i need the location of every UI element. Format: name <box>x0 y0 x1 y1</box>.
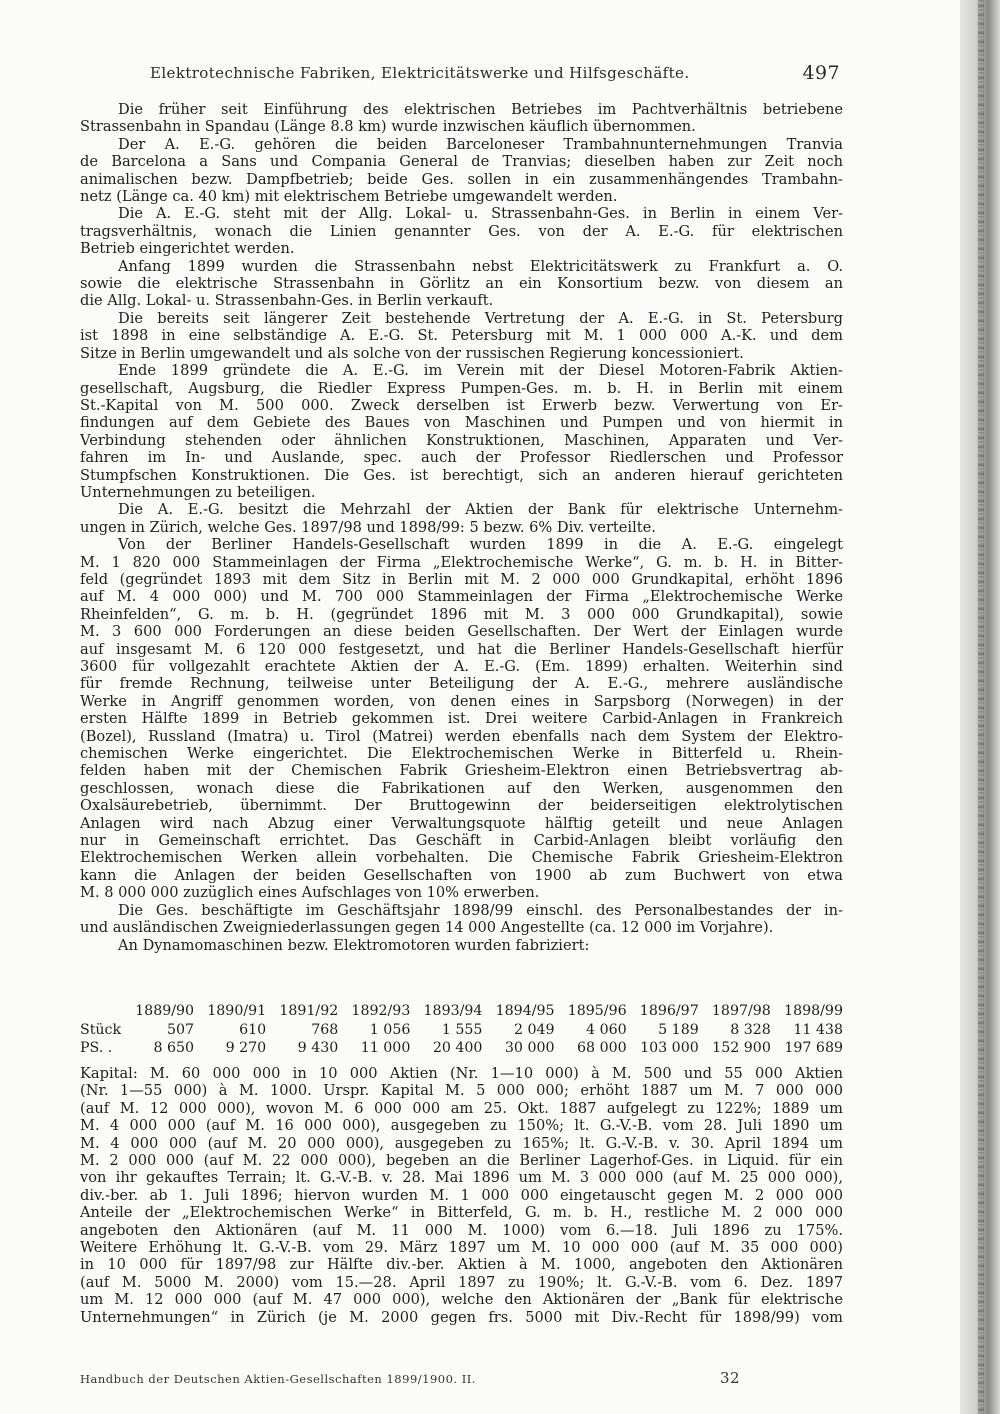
text-line: felden haben mit der Chemischen Fabrik Griesheim-Elektron einen Betriebsvertrag ab- <box>80 762 843 780</box>
text-line: An Dynamomaschinen bezw. Elektromotoren wurden fabriziert: <box>118 936 590 954</box>
text-line: ist 1898 in eine selbständige A. E.-G. St. Petersburg mit M. 1 000 000 A.-K. und dem <box>80 327 843 345</box>
year-header: 1896/97 <box>639 1003 699 1019</box>
paragraph <box>80 258 843 310</box>
text-line: Die früher seit Einführung des elektrischen Betriebes im Pachtverhältnis betriebene <box>118 101 843 118</box>
text-line: Die bereits seit längerer Zeit bestehende Vertretung der A. E.-G. in St. Petersburg <box>118 309 843 327</box>
text-line: angeboten den Aktionären (auf M. 11 000 M. 1000) vom 6.—18. Juli 1896 zu 175%. <box>80 1221 843 1239</box>
row-label: PS. . <box>80 1040 113 1056</box>
table-cell: 152 900 <box>712 1040 771 1056</box>
text-line: auf M. 4 000 000) und M. 700 000 Stammeinlagen der Firma „Elektrochemische Werke <box>80 588 843 606</box>
paragraph <box>80 310 843 362</box>
text-line: de Barcelona a Sans und Compania General de Tranvias; dieselben haben zur Zeit noch <box>80 153 843 171</box>
signature-mark: 32 <box>720 1369 741 1387</box>
table-cell: 1 056 <box>369 1022 411 1038</box>
table-row <box>80 1039 843 1057</box>
year-header: 1894/95 <box>495 1003 555 1019</box>
text-line: tragsverhältnis, wonach die Linien genannter Ges. von der A. E.-G. für elektrischen <box>80 222 843 240</box>
text-line: gesellschaft, Augsburg, die Riedler Express Pumpen-Ges. m. b. H. in Berlin mit einem <box>80 379 843 397</box>
year-header: 1890/91 <box>207 1003 267 1019</box>
text-line: Werke in Angriff genommen worden, von denen eines in Sarpsborg (Norwegen) in der <box>80 692 843 710</box>
text-line: und ausländischen Zweigniederlassungen gegen 14 000 Angestellte (ca. 12 000 im Vorjahre). <box>80 919 774 937</box>
page-footer <box>80 1369 741 1387</box>
text-line: Rheinfelden“, G. m. b. H. (gegründet 1896 mit M. 3 000 000 Grundkapital), sowie <box>80 605 843 623</box>
text-line: Ende 1899 gründete die A. E.-G. im Verein mit der Diesel Motoren-Fabrik Aktien- <box>118 362 843 380</box>
text-line: (auf M. 12 000 000), wovon M. 6 000 000 am 25. Okt. 1887 aufgelegt zu 122%; 1889 um <box>80 1099 843 1117</box>
text-line: Verbindung stehenden oder ähnlichen Konstruktionen, Maschinen, Apparaten und Ver- <box>80 431 843 449</box>
paragraph <box>80 205 843 257</box>
table-cell: 2 049 <box>513 1022 555 1038</box>
paragraph <box>80 902 843 937</box>
text-line: Stumpfschen Konstruktionen. Die Ges. ist berechtigt, sich an anderen hierauf gerichteten <box>80 466 843 484</box>
page-binding-edge <box>960 0 1000 1414</box>
text-line: (Bozel), Russland (Imatra) u. Tirol (Matrei) werden ebenfalls nach dem System der Elektro- <box>80 727 843 745</box>
text-line: ungen in Zürich, welche Ges. 1897/98 und 1898/99: 5 bezw. 6% Div. verteilte. <box>80 518 656 536</box>
table-cell: 11 000 <box>360 1040 411 1056</box>
text-line: St.-Kapital von M. 500 000. Zweck derselben ist Erwerb bezw. Verwertung von Er- <box>80 396 843 414</box>
table-cell: 9 270 <box>225 1040 267 1056</box>
paragraph <box>80 536 843 902</box>
text-line: div.-ber. ab 1. Juli 1896; hiervon wurden M. 1 000 000 eingetauscht gegen M. 2 000 000 <box>80 1186 843 1204</box>
table-cell: 197 689 <box>784 1040 843 1056</box>
text-line: für fremde Rechnung, teilweise unter Beteiligung der A. E.-G., mehrere ausländische <box>80 675 843 693</box>
text-line: animalischen bezw. Dampfbetrieb; beide Ges. sollen in ein zusammenhängendes Trambahn- <box>80 170 843 188</box>
text-line: M. 2 000 000 (auf M. 22 000 000), begeben an die Berliner Lagerhof-Ges. in Liquid. für ein <box>80 1152 843 1170</box>
table-cell: 4 060 <box>586 1022 627 1038</box>
year-header: 1892/93 <box>351 1003 411 1019</box>
text-line: Unternehmungen zu beteiligen. <box>80 483 316 501</box>
year-header: 1898/99 <box>784 1003 843 1019</box>
text-line: (auf M. 5000 M. 2000) vom 15.—28. April 1897 zu 190%; lt. G.-V.-B. vom 6. Dez. 1897 <box>80 1273 843 1291</box>
paragraph <box>80 136 843 206</box>
row-label: Stück <box>80 1022 122 1038</box>
text-line: auf insgesamt M. 6 120 000 festgesetzt, und hat die Berliner Handels-Gesellschaft hierfür <box>80 640 843 658</box>
table-cell: 11 438 <box>793 1022 843 1038</box>
footer-source: Handbuch der Deutschen Aktien-Gesellschaften 1899/1900. II. <box>80 1372 476 1386</box>
paragraph <box>80 362 843 501</box>
year-header: 1891/92 <box>279 1003 339 1019</box>
page-number: 497 <box>802 62 840 84</box>
text-line: findungen auf dem Gebiete des Baues von Maschinen und Pumpen und von hiermit in <box>80 414 843 432</box>
table-cell: 30 000 <box>504 1040 555 1056</box>
text-line: ersten Hälfte 1899 in Betrieb gekommen ist. Drei weitere Carbid-Anlagen in Frankreich <box>80 710 843 728</box>
paragraph <box>80 501 843 536</box>
text-line: netz (Länge ca. 40 km) mit elektrischem Betriebe umgewandelt werden. <box>80 188 618 206</box>
text-line: Kapital: M. 60 000 000 in 10 000 Aktien (Nr. 1—10 000) à M. 500 und 55 000 Aktien <box>80 1065 843 1082</box>
text-line: Oxalsäurebetrieb, übernimmt. Der Bruttogewinn der beiderseitigen elektrolytischen <box>80 797 843 815</box>
text-line: feld (gegründet 1893 mit dem Sitz in Berlin mit M. 2 000 000 Grundkapital, erhöht 1896 <box>80 570 843 588</box>
table-cell: 768 <box>311 1022 339 1038</box>
text-line: (Nr. 1—55 000) à M. 1000. Urspr. Kapital M. 5 000 000; erhöht 1887 um M. 7 000 000 <box>80 1082 843 1100</box>
text-line: Elektrochemischen Werken allein vorbehalten. Die Chemische Fabrik Griesheim-Elektron <box>80 849 843 867</box>
text-line: M. 8 000 000 zuzüglich eines Aufschlages von 10% erwerben. <box>80 884 540 902</box>
paragraph <box>80 101 843 136</box>
table-cell: 103 000 <box>640 1040 699 1056</box>
production-table <box>80 1001 843 1057</box>
year-header: 1889/90 <box>135 1003 195 1019</box>
text-line: Die A. E.-G. besitzt die Mehrzahl der Aktien der Bank für elektrische Unternehm- <box>118 501 843 519</box>
paragraph <box>80 937 843 954</box>
text-line: Die A. E.-G. steht mit der Allg. Lokal- u. Strassenbahn-Ges. in Berlin in einem Ver- <box>118 205 843 223</box>
text-line: Von der Berliner Handels-Gesellschaft wurden 1899 in die A. E.-G. eingelegt <box>118 536 843 554</box>
text-line: kann die Anlagen der beiden Gesellschaften von 1900 ab zum Buchwert von etwa <box>80 866 843 884</box>
year-header: 1897/98 <box>711 1003 771 1019</box>
text-line: M. 3 600 000 Forderungen an diese beiden Gesellschaften. Der Wert der Einlagen wurde <box>80 623 843 641</box>
text-line: Strassenbahn in Spandau (Länge 8.8 km) wurde inzwischen käuflich übernommen. <box>80 118 696 136</box>
text-line: 3600 für vollgezahlt erachtete Aktien der A. E.-G. (Em. 1899) erhalten. Weiterhin sind <box>80 658 843 675</box>
table-cell: 20 400 <box>432 1040 483 1056</box>
text-line: fahren im In- und Auslande, spec. auch der Professor Riedlerschen und Professor <box>80 449 843 467</box>
text-line: Anfang 1899 wurden die Strassenbahn nebst Elektricitätswerk zu Frankfurt a. O. <box>118 257 843 275</box>
table-cell: 9 430 <box>297 1040 339 1056</box>
text-line: geschlossen, wonach diese die Fabrikationen auf den Werken, ausgenommen den <box>80 779 843 797</box>
text-line: sowie die elektrische Strassenbahn in Görlitz an ein Konsortium bezw. von diesem an <box>80 275 843 293</box>
main-text <box>80 101 843 954</box>
year-header: 1893/94 <box>423 1003 483 1019</box>
text-line: von ihr gekauftes Terrain; lt. G.-V.-B. v. 28. Mai 1896 um M. 3 000 000 (auf M. 25 000 000), <box>80 1169 843 1187</box>
capital-paragraph <box>80 1065 843 1326</box>
text-line: Die Ges. beschäftigte im Geschäftsjahr 1898/99 einschl. des Personalbestandes der in- <box>118 901 843 919</box>
table-row <box>80 1021 843 1039</box>
text-line: chemischen Werke eingerichtet. Die Elektrochemischen Werke in Bitterfeld u. Rhein- <box>80 745 843 763</box>
year-header: 1895/96 <box>567 1003 627 1019</box>
text-line: M. 1 820 000 Stammeinlagen der Firma „Elektrochemische Werke“, G. m. b. H. in Bitter- <box>80 553 843 571</box>
table-cell: 68 000 <box>577 1040 627 1056</box>
table-cell: 8 650 <box>153 1040 195 1056</box>
text-line: nur in Gemeinschaft errichtet. Das Geschäft in Carbid-Anlagen bleibt vorläufig den <box>80 832 843 850</box>
table-corner <box>80 1001 122 1021</box>
text-line: in 10 000 für 1897/98 zur Hälfte div.-ber. Aktien à M. 1000, angeboten den Aktionären <box>80 1256 843 1274</box>
text-line: Weitere Erhöhung lt. G.-V.-B. vom 29. März 1897 um M. 10 000 000 (auf M. 35 000 000) <box>80 1239 843 1257</box>
text-line: Der A. E.-G. gehören die beiden Barceloneser Trambahnunternehmungen Tranvia <box>118 135 843 153</box>
table-cell: 1 555 <box>441 1022 483 1038</box>
table-cell: 8 328 <box>730 1022 771 1038</box>
text-line: M. 4 000 000 (auf M. 16 000 000), ausgegeben zu 150%; lt. G.-V.-B. vom 28. Juli 1890 um <box>80 1117 843 1135</box>
header-title: Elektrotechnische Fabriken, Elektricitätswerke und Hilfsgeschäfte. <box>150 64 690 82</box>
text-line: um M. 12 000 000 (auf M. 47 000 000), welche den Aktionären der „Bank für elektrische <box>80 1291 843 1309</box>
table-cell: 507 <box>167 1022 195 1038</box>
text-line: Betrieb eingerichtet werden. <box>80 240 295 258</box>
table-cell: 610 <box>239 1022 267 1038</box>
text-line: Sitze in Berlin umgewandelt und als solche von der russischen Regierung koncessioniert. <box>80 344 744 362</box>
text-line: Anlagen wird nach Abzug einer Verwaltungsquote hälftig geteilt und neue Anlagen <box>80 814 843 832</box>
text-line: die Allg. Lokal- u. Strassenbahn-Ges. in Berlin verkauft. <box>80 292 494 310</box>
text-line: Anteile der „Elektrochemischen Werke“ in Bitterfeld, G. m. b. H., restliche M. 2 000 000 <box>80 1204 843 1222</box>
text-line: M. 4 000 000 (auf M. 20 000 000), ausgegeben zu 165%; lt. G.-V.-B. v. 30. April 1894 um <box>80 1134 843 1152</box>
text-line: Unternehmungen“ in Zürich (je M. 2000 gegen frs. 5000 mit Div.-Recht für 1898/99) vom <box>80 1308 843 1326</box>
table-cell: 5 189 <box>658 1022 699 1038</box>
